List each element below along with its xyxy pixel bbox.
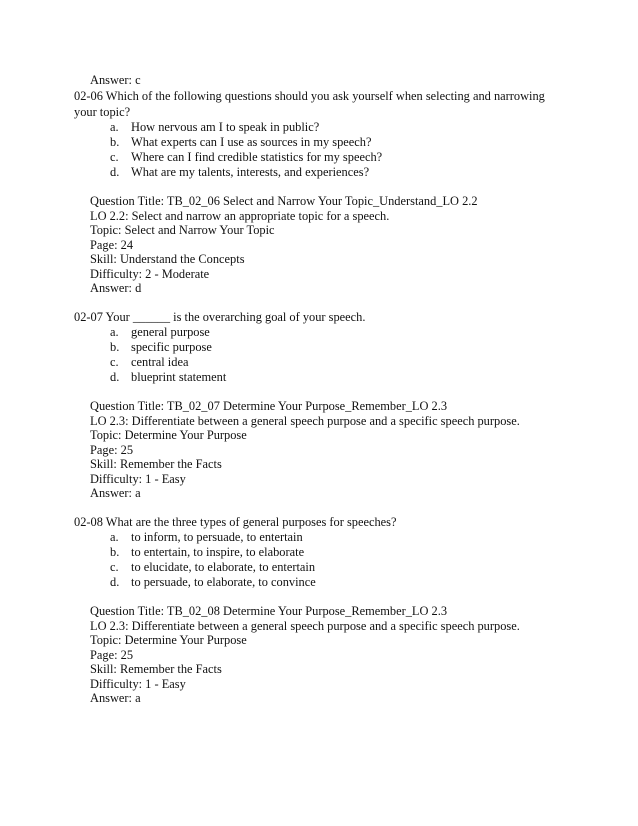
learning-objective: LO 2.3: Differentiate between a general speech purpose and a specific speech purpose.	[90, 619, 520, 633]
skill: Skill: Remember the Facts	[90, 457, 222, 471]
page-reference: Page: 24	[90, 238, 134, 252]
option-text: to elucidate, to elaborate, to entertain	[131, 560, 316, 574]
topic: Topic: Determine Your Purpose	[90, 633, 247, 647]
difficulty: Difficulty: 1 - Easy	[90, 677, 186, 691]
question-title: Question Title: TB_02_07 Determine Your Purpose_Remember_LO 2.3	[90, 399, 448, 413]
option-text: specific purpose	[131, 340, 212, 354]
learning-objective: LO 2.2: Select and narrow an appropriate topic for a speech.	[90, 209, 390, 223]
option-letter: c.	[110, 355, 119, 369]
learning-objective: LO 2.3: Differentiate between a general speech purpose and a specific speech purpose.	[90, 414, 520, 428]
option-text: blueprint statement	[131, 370, 227, 384]
option-text: central idea	[131, 355, 189, 369]
option-letter: c.	[110, 150, 119, 164]
skill: Skill: Understand the Concepts	[90, 252, 245, 266]
option-letter: b.	[110, 545, 120, 559]
question-title: Question Title: TB_02_06 Select and Narrow Your Topic_Understand_LO 2.2	[90, 194, 478, 208]
skill: Skill: Remember the Facts	[90, 662, 222, 676]
option-text: How nervous am I to speak in public?	[131, 120, 320, 134]
answer: Answer: d	[90, 281, 142, 295]
question-stem: 02-06 Which of the following questions should you ask yourself when selecting and narrowing	[74, 89, 545, 103]
topic: Topic: Determine Your Purpose	[90, 428, 247, 442]
answer: Answer: a	[90, 691, 141, 705]
option-text: to entertain, to inspire, to elaborate	[131, 545, 305, 559]
question-stem: 02-07 Your ______ is the overarching goal of your speech.	[74, 310, 366, 324]
option-text: What experts can I use as sources in my speech?	[131, 135, 372, 149]
option-letter: d.	[110, 165, 120, 179]
option-letter: b.	[110, 135, 120, 149]
question-stem-continued: your topic?	[74, 105, 131, 119]
option-letter: c.	[110, 560, 119, 574]
answer: Answer: a	[90, 486, 141, 500]
option-letter: b.	[110, 340, 120, 354]
previous-answer: Answer: c	[90, 73, 141, 87]
page-reference: Page: 25	[90, 648, 134, 662]
option-text: Where can I find credible statistics for my speech?	[131, 150, 383, 164]
topic: Topic: Select and Narrow Your Topic	[90, 223, 275, 237]
question-title: Question Title: TB_02_08 Determine Your Purpose_Remember_LO 2.3	[90, 604, 448, 618]
option-letter: a.	[110, 120, 119, 134]
option-letter: a.	[110, 530, 119, 544]
option-text: to persuade, to elaborate, to convince	[131, 575, 316, 589]
page-reference: Page: 25	[90, 443, 134, 457]
option-text: What are my talents, interests, and experiences?	[131, 165, 370, 179]
option-letter: d.	[110, 370, 120, 384]
option-text: to inform, to persuade, to entertain	[131, 530, 303, 544]
option-letter: a.	[110, 325, 119, 339]
difficulty: Difficulty: 2 - Moderate	[90, 267, 210, 281]
option-text: general purpose	[131, 325, 210, 339]
difficulty: Difficulty: 1 - Easy	[90, 472, 186, 486]
question-stem: 02-08 What are the three types of general purposes for speeches?	[74, 515, 397, 529]
option-letter: d.	[110, 575, 120, 589]
